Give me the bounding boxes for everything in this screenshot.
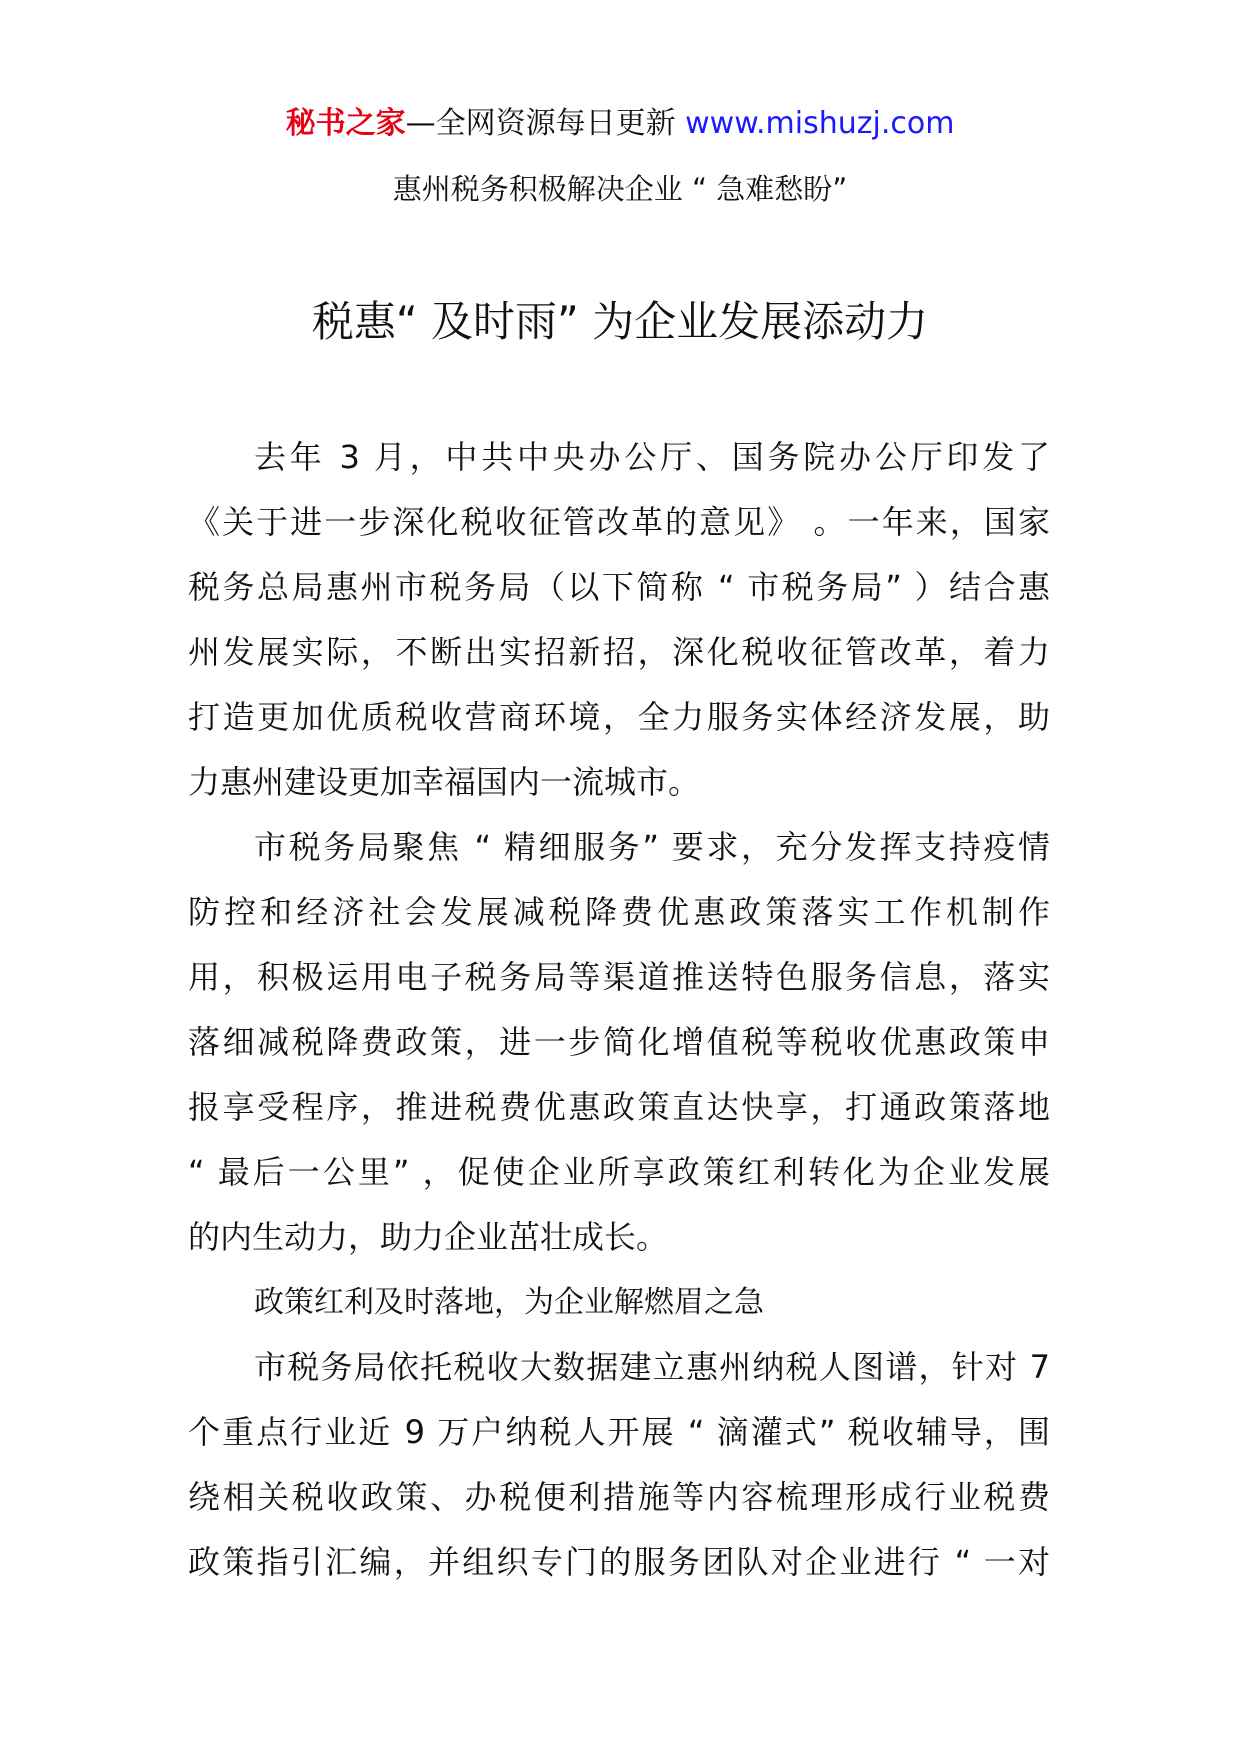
body-line: 州发展实际，不断出实招新招，深化税收征管改革，着力	[188, 633, 1050, 671]
website-link[interactable]: www.mishuzj.com	[685, 106, 955, 141]
body-line: 力惠州建设更加幸福国内一流城市。	[188, 763, 701, 801]
body-line: 《关于进一步深化税收征管改革的意见》 。一年来，国家	[188, 503, 1050, 541]
body-line: 打造更加优质税收营商环境，全力服务实体经济发展，助	[188, 698, 1050, 736]
body-line: 市税务局聚焦 “ 精细服务” 要求，充分发挥支持疫情	[254, 828, 1050, 866]
source-banner	[0, 100, 1240, 148]
body-line: 政策指引汇编，并组织专门的服务团队对企业进行 “ 一对	[188, 1543, 1050, 1581]
article-body	[188, 425, 1050, 1595]
document-subtitle: 惠州税务积极解决企业 “ 急难愁盼”	[392, 172, 848, 206]
section-heading: 政策红利及时落地，为企业解燃眉之急	[254, 1285, 764, 1320]
brand-tagline: —全网资源每日更新	[405, 106, 676, 141]
body-line: 用，积极运用电子税务局等渠道推送特色服务信息，落实	[188, 958, 1050, 996]
body-line: 去年 3 月，中共中央办公厅、国务院办公厅印发了	[254, 438, 1050, 476]
document-title: 税惠“ 及时雨” 为企业发展添动力	[311, 297, 929, 346]
body-line: 绕相关税收政策、办税便利措施等内容梳理形成行业税费	[188, 1478, 1050, 1516]
body-line: 落细减税降费政策，进一步简化增值税等税收优惠政策申	[188, 1023, 1050, 1061]
body-line: “ 最后一公里” ，促使企业所享政策红利转化为企业发展	[188, 1153, 1050, 1191]
body-line: 市税务局依托税收大数据建立惠州纳税人图谱，针对 7	[254, 1348, 1050, 1386]
brand-name: 秘书之家	[285, 106, 406, 141]
body-line: 报享受程序，推进税费优惠政策直达快享，打通政策落地	[188, 1088, 1050, 1126]
body-line: 的内生动力，助力企业茁壮成长。	[188, 1218, 669, 1256]
body-line: 个重点行业近 9 万户纳税人开展 “ 滴灌式” 税收辅导，围	[188, 1413, 1050, 1451]
body-line: 防控和经济社会发展减税降费优惠政策落实工作机制作	[188, 893, 1050, 931]
body-line: 税务总局惠州市税务局（以下简称 “ 市税务局” ）结合惠	[188, 568, 1050, 606]
